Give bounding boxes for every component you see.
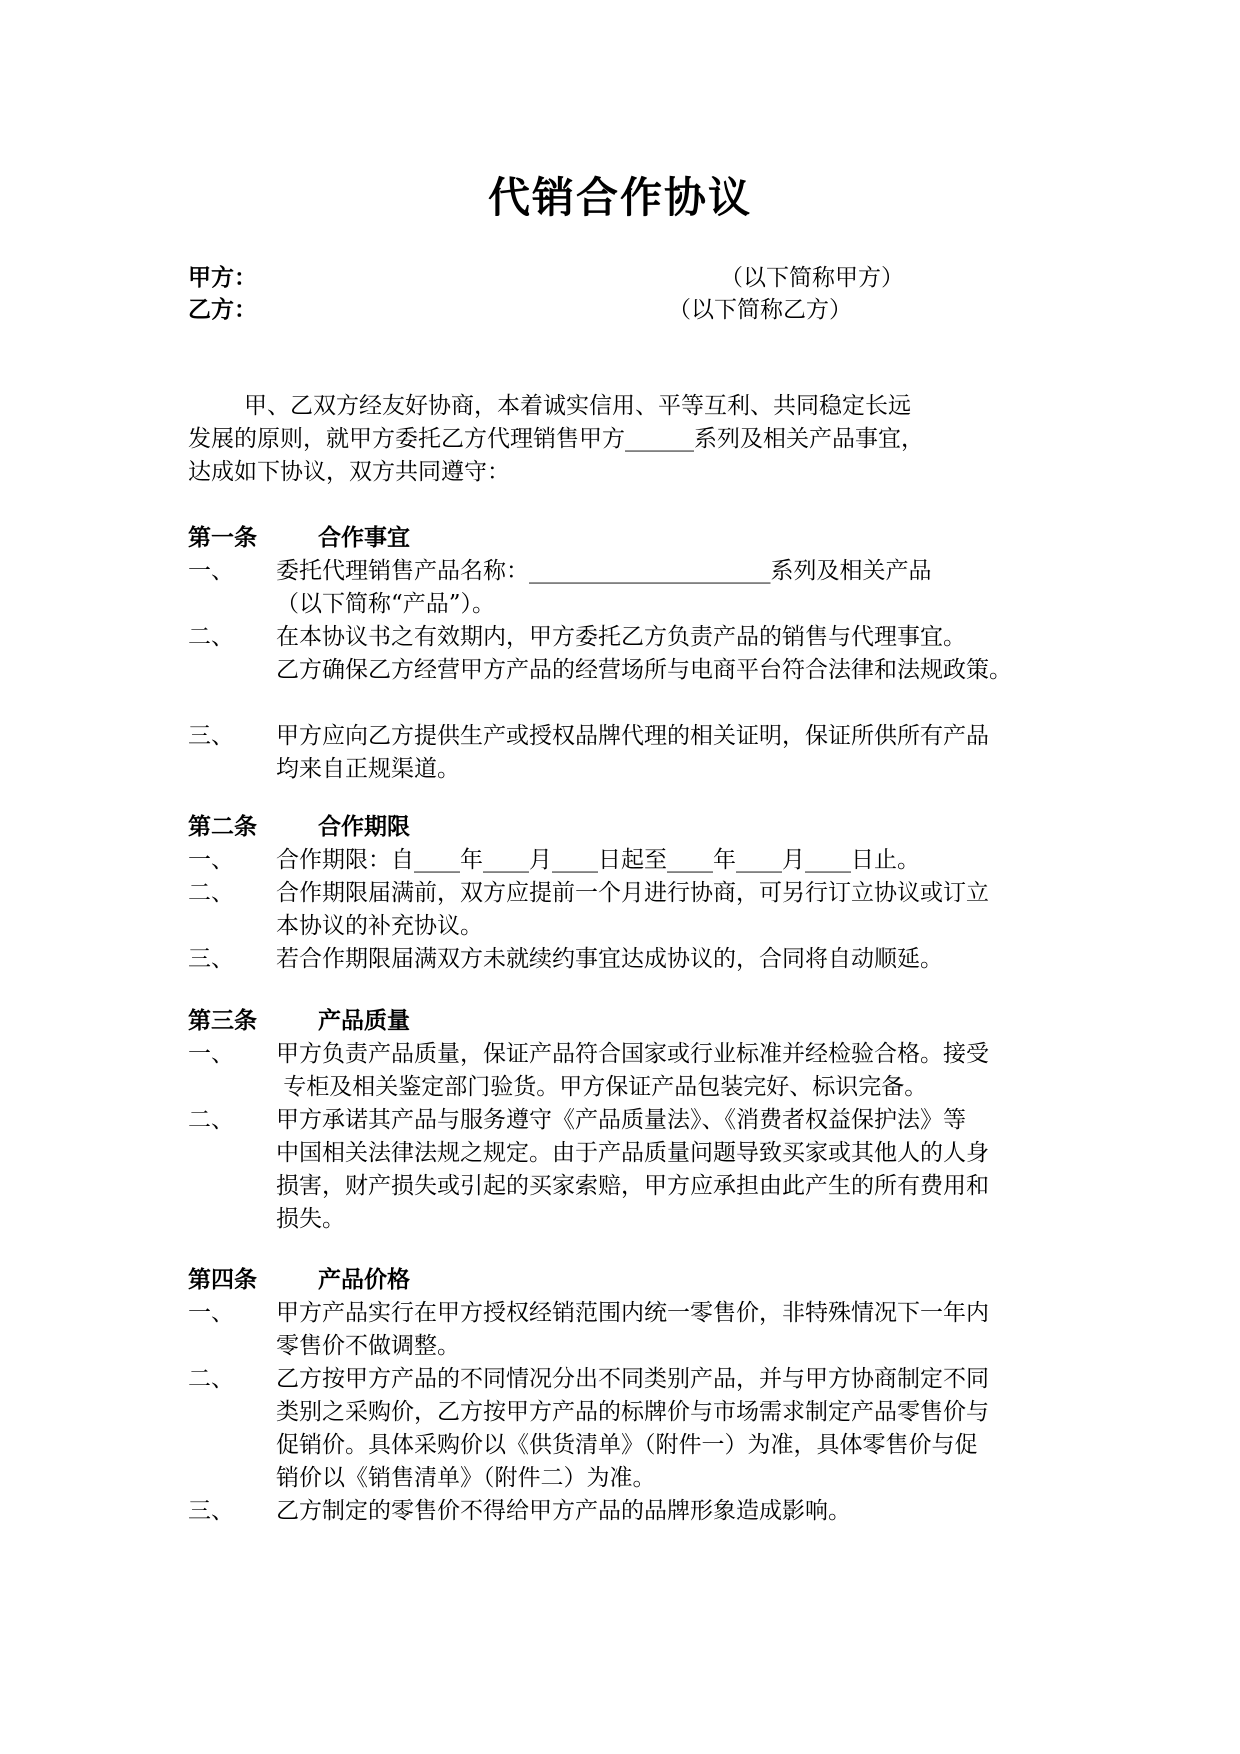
- clause-line: 均来自正规渠道。: [276, 756, 460, 782]
- clause-line: 在本协议书之有效期内，甲方委托乙方负责产品的销售与代理事宜。: [276, 624, 966, 650]
- clause: [188, 844, 1068, 877]
- clause-marker: 一、: [188, 847, 234, 873]
- clause-marker: 一、: [188, 1041, 234, 1067]
- clause-line: 合作期限届满前，双方应提前一个月进行协商，可另行订立协议或订立: [276, 880, 989, 906]
- article-heading: [188, 811, 1068, 844]
- party-a-label: 甲方：: [188, 265, 257, 291]
- party-b-line: [188, 294, 852, 326]
- clause: [188, 1104, 1068, 1236]
- clause-marker: 一、: [188, 1300, 234, 1326]
- clause: [188, 1297, 1068, 1363]
- clause: [188, 621, 1068, 687]
- clause: [188, 555, 1068, 621]
- party-b-note: （以下简称乙方）: [668, 297, 852, 323]
- clause: [188, 1038, 1068, 1104]
- clause-marker: 二、: [188, 1107, 234, 1133]
- clause-marker: 二、: [188, 624, 234, 650]
- clause-line: 乙方按甲方产品的不同情况分出不同类别产品，并与甲方协商制定不同: [276, 1366, 989, 1392]
- clause: [188, 877, 1068, 943]
- clause-line: 零售价不做调整。: [276, 1333, 460, 1359]
- article-title: 产品质量: [318, 1008, 410, 1034]
- document-title: 代销合作协议: [487, 173, 752, 222]
- clause-line: 销价以《销售清单》（附件二）为准。: [276, 1465, 656, 1491]
- party-b-label: 乙方：: [188, 297, 257, 323]
- article-heading: [188, 522, 1068, 555]
- intro-line: 发展的原则，就甲方委托乙方代理销售甲方______系列及相关产品事宜，: [188, 426, 924, 452]
- article-number: 第四条: [188, 1267, 257, 1293]
- clause-line: 合作期限：自____年____月____日起至____年____月____日止。: [276, 847, 920, 873]
- clause-line: 乙方确保乙方经营甲方产品的经营场所与电商平台符合法律和法规政策。: [276, 657, 1012, 683]
- intro-paragraph: [188, 390, 1058, 489]
- clause-marker: 二、: [188, 1366, 234, 1392]
- clause-line: 类别之采购价，乙方按甲方产品的标牌价与市场需求制定产品零售价与: [276, 1399, 989, 1425]
- clause-line: 乙方制定的零售价不得给甲方产品的品牌形象造成影响。: [276, 1498, 851, 1524]
- article-1: [188, 522, 1068, 786]
- clause-line: 损害，财产损失或引起的买家索赔，甲方应承担由此产生的所有费用和: [276, 1173, 989, 1199]
- clause: [188, 1495, 1068, 1528]
- intro-line: 达成如下协议，双方共同遵守：: [188, 459, 510, 485]
- article-title: 产品价格: [318, 1267, 410, 1293]
- article-4: [188, 1264, 1068, 1528]
- clause-line: （以下简称“产品”）。: [276, 591, 496, 617]
- clause-line: 本协议的补充协议。: [276, 913, 483, 939]
- clause: [188, 720, 1068, 786]
- article-number: 第二条: [188, 814, 257, 840]
- article-number: 第一条: [188, 525, 257, 551]
- article-heading: [188, 1005, 1068, 1038]
- clause-line: 甲方产品实行在甲方授权经销范围内统一零售价，非特殊情况下一年内: [276, 1300, 989, 1326]
- clause-line: 促销价。具体采购价以《供货清单》（附件一）为准，具体零售价与促: [276, 1432, 978, 1458]
- article-title: 合作期限: [318, 814, 410, 840]
- clause-marker: 三、: [188, 723, 234, 749]
- article-title: 合作事宜: [318, 525, 410, 551]
- article-number: 第三条: [188, 1008, 257, 1034]
- clause-line: 甲方负责产品质量，保证产品符合国家或行业标准并经检验合格。接受: [276, 1041, 989, 1067]
- clause-line: 委托代理销售产品名称：_____________________系列及相关产品: [276, 558, 932, 584]
- clause-marker: 三、: [188, 946, 234, 972]
- party-a-line: [188, 262, 904, 294]
- clause-line: 若合作期限届满双方未就续约事宜达成协议的，合同将自动顺延。: [276, 946, 943, 972]
- article-2: [188, 811, 1068, 976]
- article-3: [188, 1005, 1068, 1236]
- clause-line: 损失。: [276, 1206, 345, 1232]
- clause-line: 甲方承诺其产品与服务遵守《产品质量法》、《消费者权益保护法》等: [276, 1107, 966, 1133]
- article-heading: [188, 1264, 1068, 1297]
- clause-marker: 一、: [188, 558, 234, 584]
- clause-marker: 二、: [188, 880, 234, 906]
- clause: [188, 943, 1068, 976]
- clause-line: 专柜及相关鉴定部门验货。甲方保证产品包装完好、标识完备。: [276, 1074, 928, 1100]
- intro-line: 甲、乙双方经友好协商，本着诚实信用、平等互利、共同稳定长远: [244, 393, 911, 419]
- clause-marker: 三、: [188, 1498, 234, 1524]
- clause-line: 中国相关法律法规之规定。由于产品质量问题导致买家或其他人的人身: [276, 1140, 989, 1166]
- clause: [188, 1363, 1068, 1495]
- spacer: [188, 687, 1068, 720]
- party-a-note: （以下简称甲方）: [720, 265, 904, 291]
- clause-line: 甲方应向乙方提供生产或授权品牌代理的相关证明，保证所供所有产品: [276, 723, 989, 749]
